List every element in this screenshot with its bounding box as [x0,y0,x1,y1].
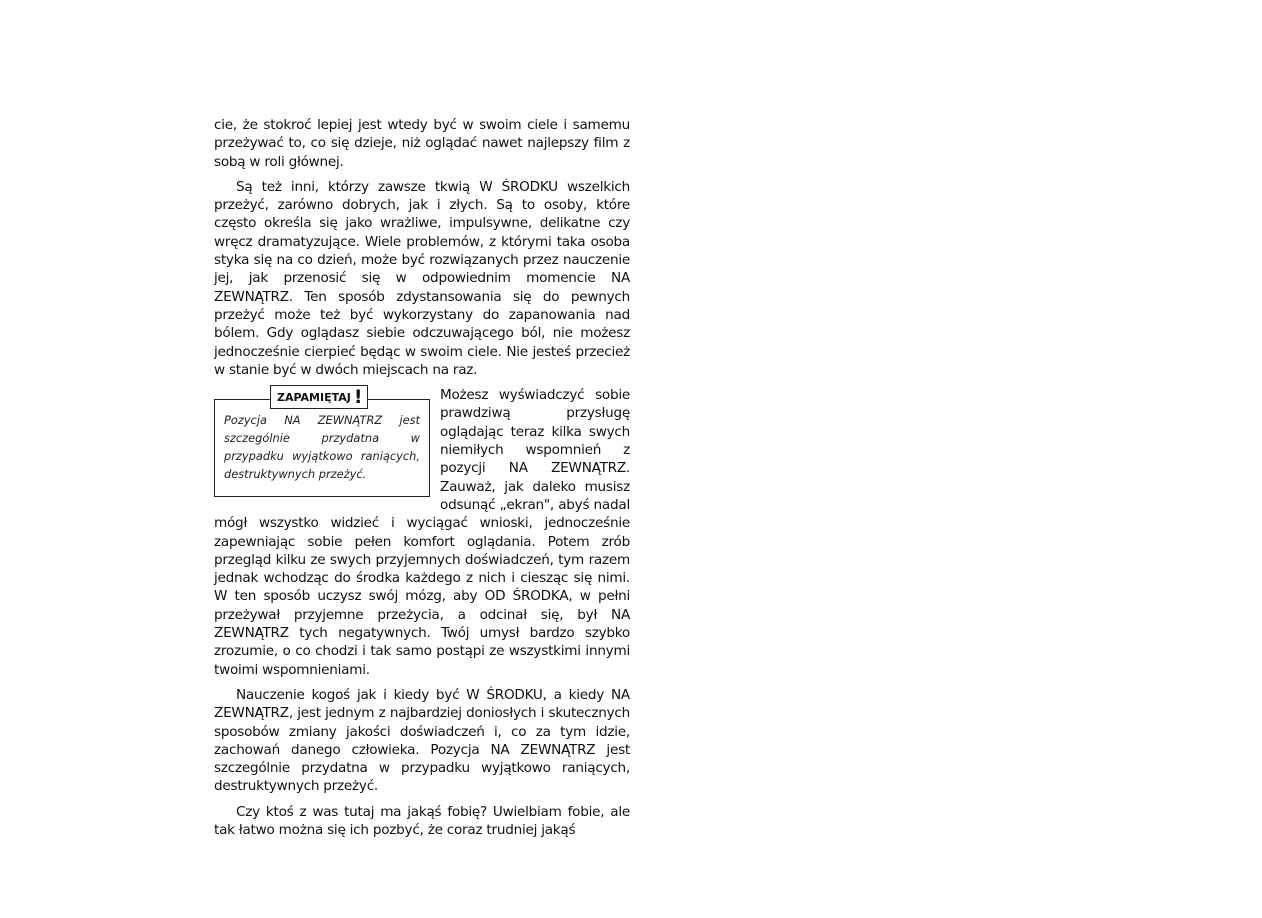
remember-callout [214,385,430,499]
paragraph-2: Są też inni, którzy zawsze tkwią W ŚRODKU wszelkich przeżyć, zarówno dobrych, jak i złych. Są to osoby, które często określa się jako wrażliwe, impulsywne, delikatne czy wręcz dramatyzujące. Wiele problemów, z którymi taka osoba styka się na co dzień, może być rozwiązanych przez nauczenie jej, jak przenosić się w odpowiednim momencie NA ZEWNĄTRZ. Ten sposób zdystansowania się do pewnych przeżyć może też być wykorzystany do zapanowania nad bólem. Gdy oglądasz siebie odczuwającego ból, nie możesz jednocześnie cierpieć będąc w swoim ciele. Nie jesteś przecież w stanie być w dwóch miejscach na raz. [214,178,630,378]
paragraph-5: Czy ktoś z was tutaj ma jakąś fobię? Uwielbiam fobie, ale tak łatwo można się ich pozbyć, że coraz trudniej jakąś [214,803,630,838]
callout-label-text: ZAPAMIĘTAJ [277,391,351,405]
book-page [214,116,630,839]
paragraph-4: Nauczenie kogoś jak i kiedy być W ŚRODKU, a kiedy NA ZEWNĄTRZ, jest jednym z najbardziej doniosłych i skutecznych sposobów zmiany jakości doświadczeń i, co za tym idzie, zachowań danego człowieka. Pozycja NA ZEWNĄTRZ jest szczególnie przydatna w przypadku wyjątkowo raniących, destruktywnych przeżyć. [214,686,630,795]
exclamation-icon: ! [353,386,363,409]
paragraph-1: cie, że stokroć lepiej jest wtedy być w swoim ciele i samemu przeżywać to, co się dzieje, niż oglądać nawet najlepszy film z sobą w roli głównej. [214,117,630,170]
paragraph-3: Możesz wyświadczyć sobie prawdziwą przysługę oglądając teraz kilka swych niemiłych wspomnień z pozycji NA ZEWNĄTRZ. Zauważ, jak daleko musisz odsunąć „ekran", abyś nadal mógł wszystko widzieć i wyciągać wnioski, jednocześnie zapewniając sobie pełen komfort oglądania. Potem zrób przegląd kilku ze swych przyjemnych doświadczeń, tym razem jednak wchodząc do środka każdego z nich i ciesząc się nimi. W ten sposób uczysz swój mózg, aby OD ŚRODKA, w pełni przeżywał przyjemne przeżycia, a odcinał się, był NA ZEWNĄTRZ tych negatywnych. Twój umysł bardzo szybko zrozumie, o co chodzi i tak samo postąpi ze wszystkimi innymi twoimi wspomnieniami. [214,387,630,678]
callout-text: Pozycja NA ZEWNĄTRZ jest szczególnie przydatna w przypadku wyjątkowo raniących, destruktywnych przeżyć. [224,413,420,482]
callout-label [270,385,368,409]
